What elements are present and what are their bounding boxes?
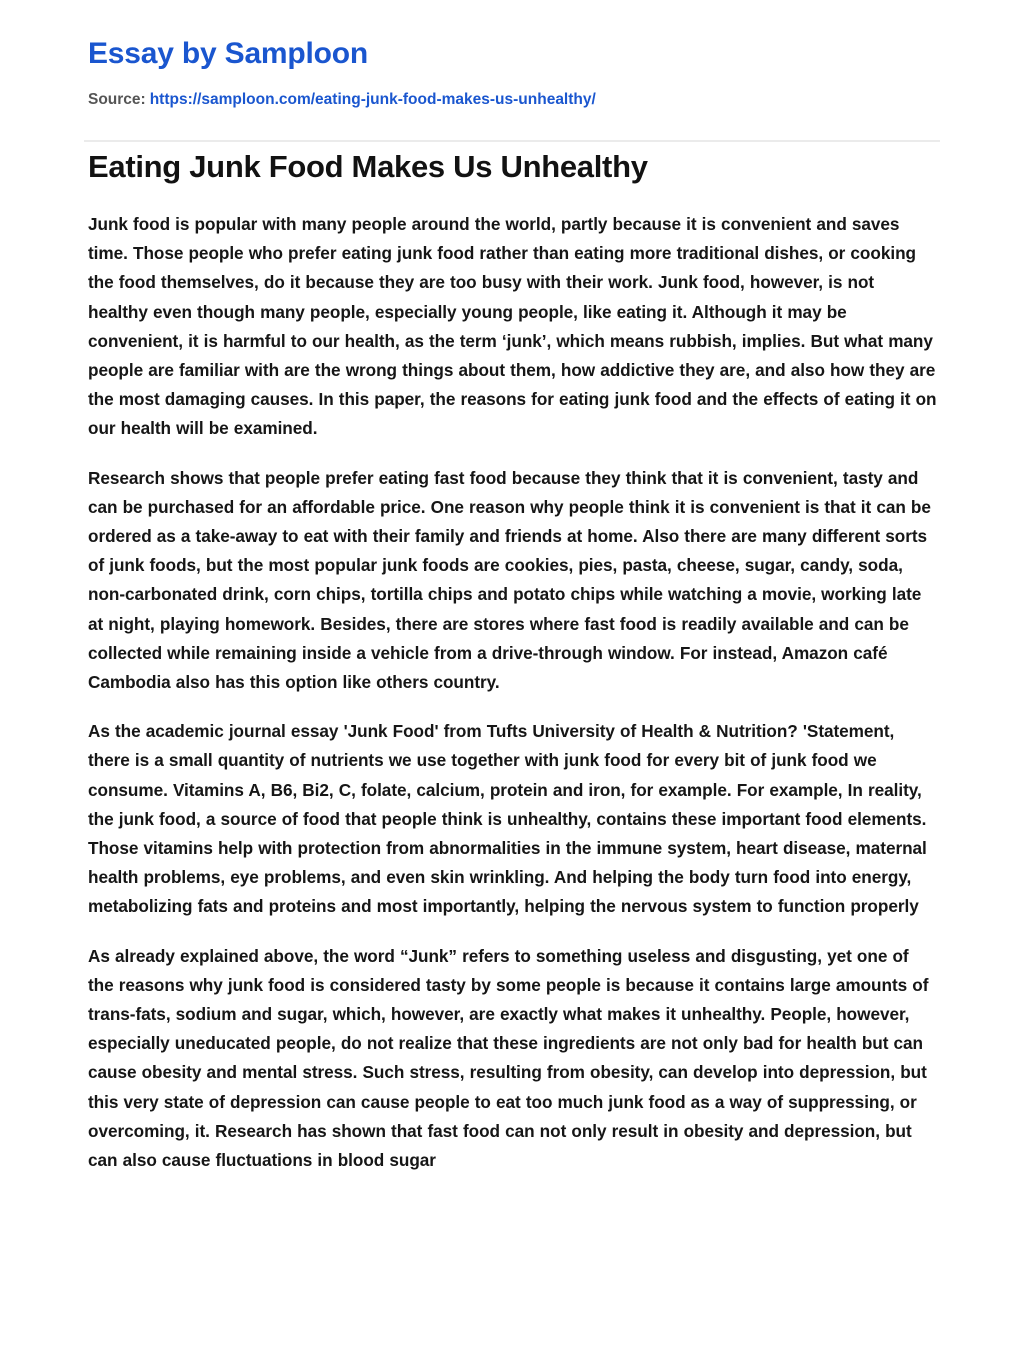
article-body <box>88 186 938 1175</box>
source-label: Source: <box>88 91 146 108</box>
article-paragraph: As already explained above, the word “Junk” refers to something useless and disgusting, yet one of the reasons why junk food is considered tasty by some people is because it contains large amounts of trans-fats, sodium and sugar, which, however, are exactly what makes it unhealthy. People, however, especially uneducated people, do not realize that these ingredients are not only bad for health but can cause obesity and mental stress. Such stress, resulting from obesity, can develop into depression, but this very state of depression can cause people to eat too much junk food as a way of suppressing, or overcoming, it. Research has shown that fast food can not only result in obesity and depression, but can also cause fluctuations in blood sugar <box>88 945 929 1171</box>
source-line <box>88 72 938 110</box>
site-brand-title: Essay by Samploon <box>88 37 369 70</box>
article-paragraph: Research shows that people prefer eating fast food because they think that it is convenient, tasty and can be purchased for an affordable price. One reason why people think it is convenient is that it can be ordered as a take-away to eat with their family and friends at home. Also there are many different sorts of junk foods, but the most popular junk foods are cookies, pies, pasta, cheese, sugar, candy, soda, non-carbonated drink, corn chips, tortilla chips and potato chips while watching a movie, working late at night, playing homework. Besides, there are stores where fast food is readily available and can be collected while remaining inside a vehicle from a drive-through window. For instead, Amazon café Cambodia also has this option like others country. <box>88 467 931 693</box>
article-paragraph: Junk food is popular with many people around the world, partly because it is convenient and saves time. Those people who prefer eating junk food rather than eating more traditional dishes, or cooking the food themselves, do it because they are too busy with their work. Junk food, however, is not healthy even though many people, especially young people, like eating it. Although it may be convenient, it is harmful to our health, as the term ‘junk’, which means rubbish, implies. But what many people are familiar with are the wrong things about them, how addictive they are, and also how they are the most damaging causes. In this paper, the reasons for eating junk food and the effects of eating it on our health will be examined. <box>88 214 937 439</box>
article-paragraph: As the academic journal essay 'Junk Food' from Tufts University of Health & Nutrition? 'Statement, there is a small quantity of nutrients we use together with junk food for every bit of junk food we consume. Vitamins A, B6, Bi2, C, folate, calcium, protein and iron, for example. For example, In reality, the junk food, a source of food that people think is unhealthy, contains these important food elements. Those vitamins help with protection from abnormalities in the immune system, heart disease, maternal health problems, eye problems, and even skin wrinkling. And helping the body turn food into energy, metabolizing fats and proteins and most importantly, helping the nervous system to function properly <box>88 721 927 917</box>
source-url-link[interactable]: https://samploon.com/eating-junk-food-makes-us-unhealthy/ <box>149 91 596 108</box>
article-title: Eating Junk Food Makes Us Unhealthy <box>88 149 648 184</box>
document-content <box>88 0 938 1175</box>
